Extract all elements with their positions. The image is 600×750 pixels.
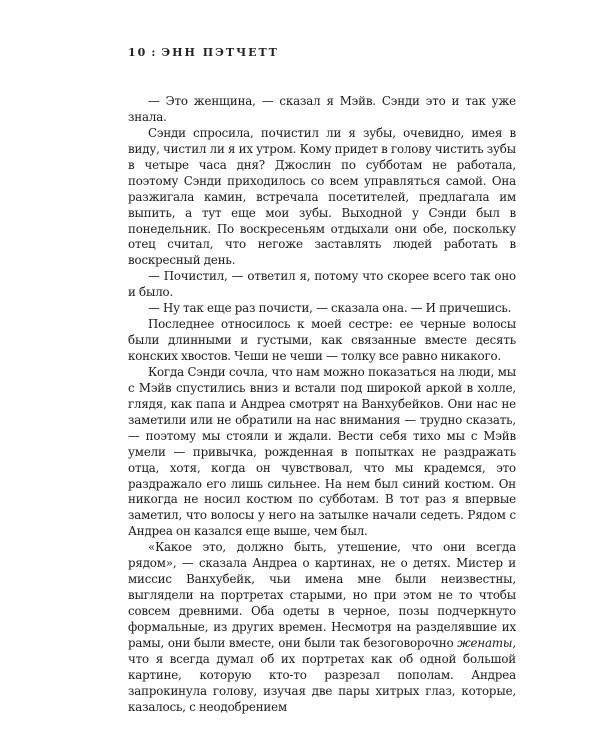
author-name: ЭНН ПЭТЧЕТТ <box>161 46 279 59</box>
paragraph: «Какое это, должно быть, утешение, что они всегда рядом», — сказала Андреа о картинах, не о детях. Мистер и миссис Ванхубейк, чьи имена мне были неизвестны, выглядели на портретах старыми, но при этом не то чтобы совсем древними. Оба одеты в черное, позы подчеркнуто формальные, из других времен. Несмотря на разделявшие их рамы, они были вместе, они были так безоговорочно женаты, что я всегда думал об их портретах как об одной большой картине, которую кто-то разрезал пополам. Андреа запрокинула голову, изучая две пары хитрых глаз, которые, казалось, с неодобрением <box>128 540 516 714</box>
emphasis: женаты <box>457 635 513 650</box>
paragraph: Сэнди спросила, почистил ли я зубы, очевидно, имея в виду, чистил ли я их утром. Кому придет в голову чистить зубы в четыре часа дня? Джослин по субботам не работала, поэтому Сэнди приходилось со всем управляться самой. Она разжигала камин, встречала посетителей, предлагала им выпить, а тут еще мои зубы. Выходной у Сэнди был в понедельник. По воскресеньям отдыхали они обе, поскольку отец считал, что негоже заставлять людей работать в воскресный день. <box>128 125 516 268</box>
paragraph: — Ну так еще раз почисти, — сказала она. — И причешись. <box>148 301 512 316</box>
running-head <box>128 46 279 59</box>
paragraph: — Почистил, — ответил я, потому что скорее всего так оно и было. <box>128 269 516 300</box>
body-text <box>128 94 516 716</box>
paragraph: Последнее относилось к моей сестре: ее черные волосы были длинными и густыми, как связанные вместе десять конских хвостов. Чеши не чеши — толку все равно никакого. <box>128 317 516 363</box>
paragraph: Когда Сэнди сочла, что нам можно показаться на люди, мы с Мэйв спустились вниз и встали под широкой аркой в холле, глядя, как папа и Андреа смотрят на Ванхубейков. Они нас не заметили или не обратили на нас внимания — трудно сказать, — поэтому мы стояли и ждали. Вести себя тихо мы с Мэйв умели — привычка, рожденная в попытках не раздражать отца, хотя, когда он чувствовал, что мы крадемся, это раздражало его лишь сильнее. На нем был синий костюм. Он никогда не носил костюм по субботам. В тот раз я впервые заметил, что волосы у него на затылке начали седеть. Рядом с Андреа он казался еще выше, чем был. <box>128 364 516 539</box>
paragraph: — Это женщина, — сказал я Мэйв. Сэнди это и так уже знала. <box>128 94 516 124</box>
header-separator: : <box>151 46 158 59</box>
page-number: 10 <box>128 46 148 59</box>
